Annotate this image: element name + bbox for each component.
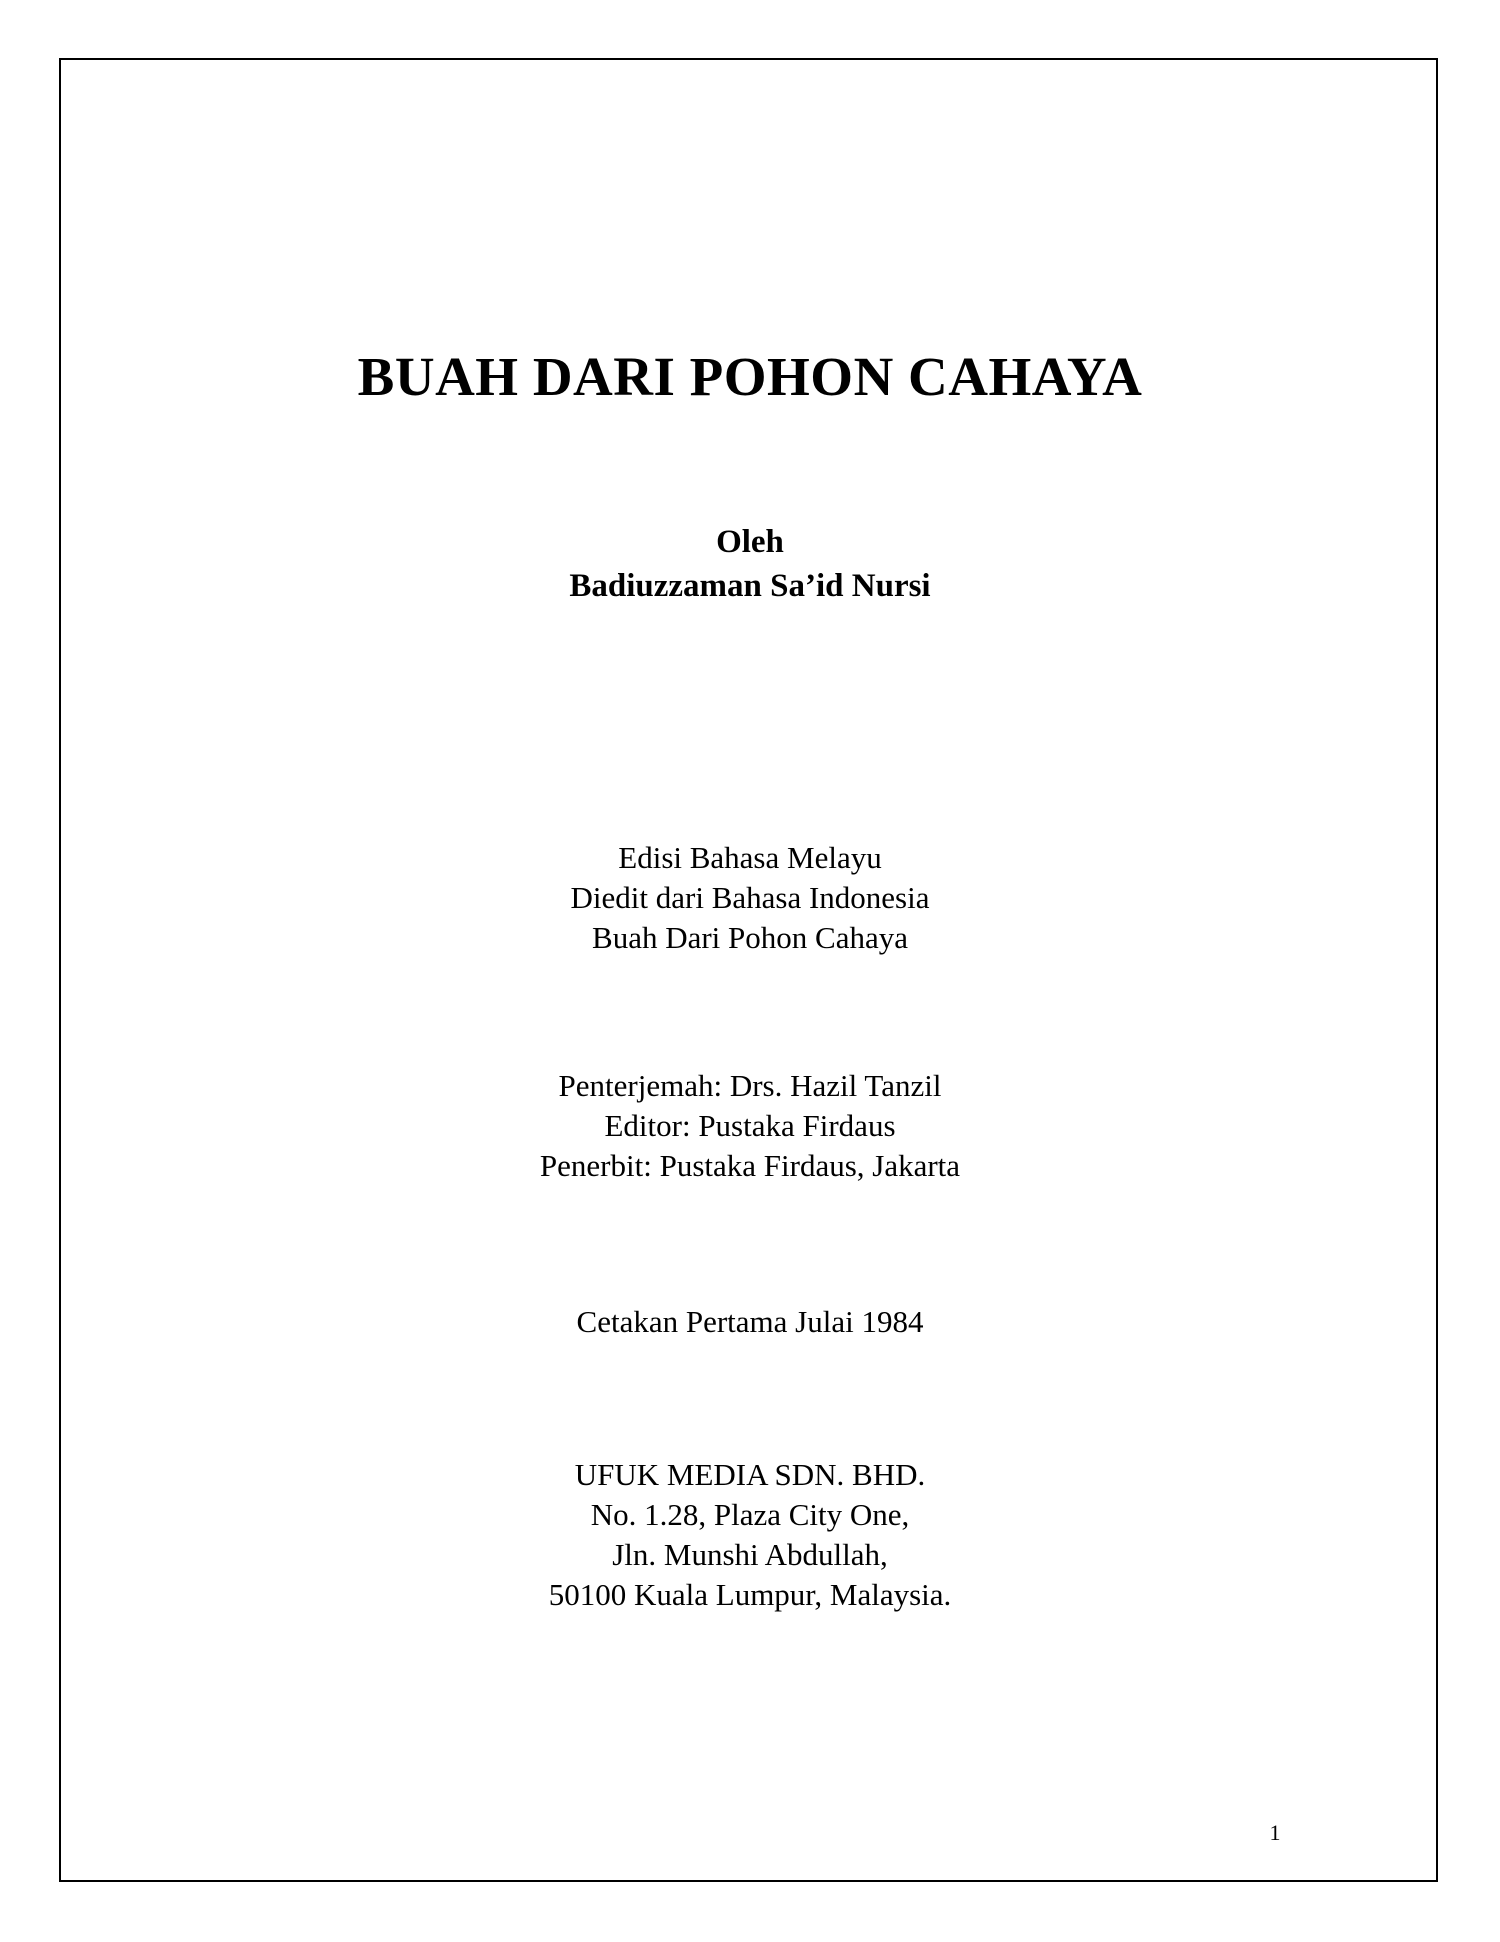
address-line: 50100 Kuala Lumpur, Malaysia. — [548, 1577, 952, 1612]
page-number: 1 — [1269, 1820, 1281, 1845]
edition-line: Buah Dari Pohon Cahaya — [592, 920, 908, 955]
author-name: Badiuzzaman Sa’id Nursi — [569, 568, 931, 604]
publisher-name: UFUK MEDIA SDN. BHD. — [574, 1457, 926, 1492]
credits-info — [0, 1066, 1500, 1186]
address-line: No. 1.28, Plaza City One, — [590, 1497, 910, 1532]
translator-line: Penterjemah: Drs. Hazil Tanzil — [558, 1068, 942, 1103]
original-publisher-line: Penerbit: Pustaka Firdaus, Jakarta — [539, 1148, 961, 1183]
edition-line: Edisi Bahasa Melayu — [618, 840, 882, 875]
author-block — [0, 520, 1500, 608]
edition-info — [0, 838, 1500, 958]
edition-line: Diedit dari Bahasa Indonesia — [570, 880, 930, 915]
book-title: BUAH DARI POHON CAHAYA — [357, 346, 1143, 407]
publisher-address — [0, 1455, 1500, 1615]
author-by-label: Oleh — [716, 524, 784, 560]
address-line: Jln. Munshi Abdullah, — [612, 1537, 888, 1572]
editor-line: Editor: Pustaka Firdaus — [604, 1108, 896, 1143]
printing-info: Cetakan Pertama Julai 1984 — [576, 1304, 924, 1339]
